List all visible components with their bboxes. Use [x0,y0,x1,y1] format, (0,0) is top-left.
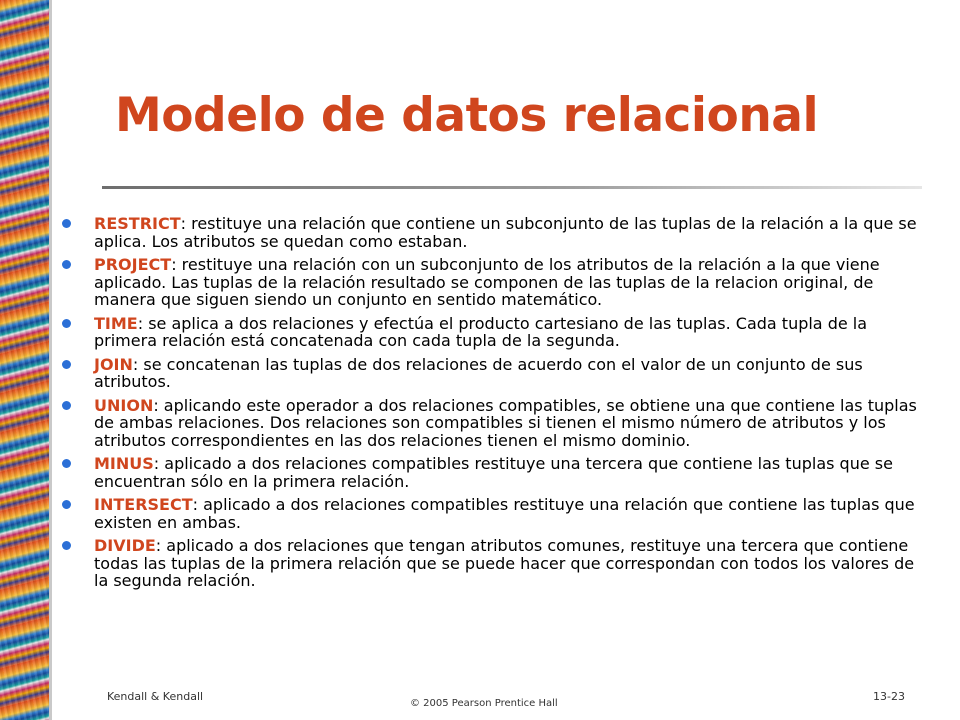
list-item [60,356,920,391]
bullet-icon [62,500,71,509]
list-item [60,215,920,250]
list-item [60,315,920,350]
operator-description: : aplicado a dos relaciones que tengan atributos comunes, restituye una tercera que contiene todas las tuplas de la primera relación que se puede hacer que correspondan con todos los valores de la segunda relación. [94,536,915,590]
operator-term: MINUS [94,454,154,473]
operator-description: : restituye una relación con un subconjunto de los atributos de la relación a la que viene aplicado. Las tuplas de la relación resultado se componen de las tuplas de la relacion original, de manera que siguen siendo un conjunto en sentido matemático. [94,255,880,309]
operator-description: : se concatenan las tuplas de dos relaciones de acuerdo con el valor de un conjunto de sus atributos. [94,354,863,391]
list-item [60,455,920,490]
operator-description: : restituye una relación que contiene un subconjunto de las tuplas de la relación a la que se aplica. Los atributos se quedan como estaban. [94,214,917,251]
list-item [60,397,920,450]
bullet-icon [62,459,71,468]
operator-term: DIVIDE [94,536,156,555]
bullet-icon [62,360,71,369]
operator-description: : se aplica a dos relaciones y efectúa el producto cartesiano de las tuplas. Cada tupla de la primera relación está concatenada con cada tupla de la segunda. [94,313,868,350]
bullet-icon [62,260,71,269]
title-divider [102,186,922,189]
operator-term: RESTRICT [94,214,181,233]
operator-term: UNION [94,395,154,415]
operator-description: : aplicando este operador a dos relaciones compatibles, se obtiene una que contiene las tuplas de ambas relaciones. Dos relaciones son compatibles si tienen el mismo número de atributos y los atributos correspondientes en las dos relaciones tienen el mismo dominio. [94,395,917,450]
operator-term: JOIN [94,354,133,374]
strip-border [49,0,52,720]
operator-term: INTERSECT [94,495,193,514]
footer-copyright: © 2005 Pearson Prentice Hall [410,698,558,709]
operator-description: : aplicado a dos relaciones compatibles restituye una tercera que contiene las tuplas que se encuentran sólo en la primera relación. [94,454,893,491]
bullet-icon [62,219,71,228]
bullet-icon [62,401,71,410]
bullet-icon [62,541,71,550]
list-item [60,537,920,590]
footer-page-number: 13-23 [873,690,905,703]
list-item [60,496,920,531]
operator-term: PROJECT [94,255,172,274]
operator-description: : aplicado a dos relaciones compatibles restituye una relación que contiene las tuplas que existen en ambas. [94,495,915,532]
slide-title: Modelo de datos relacional [115,88,819,143]
list-item [60,256,920,309]
bullet-list [60,215,920,596]
decorative-thread-strip [0,0,49,720]
footer-authors: Kendall & Kendall [107,690,204,703]
bullet-icon [62,319,71,328]
operator-term: TIME [94,313,138,333]
